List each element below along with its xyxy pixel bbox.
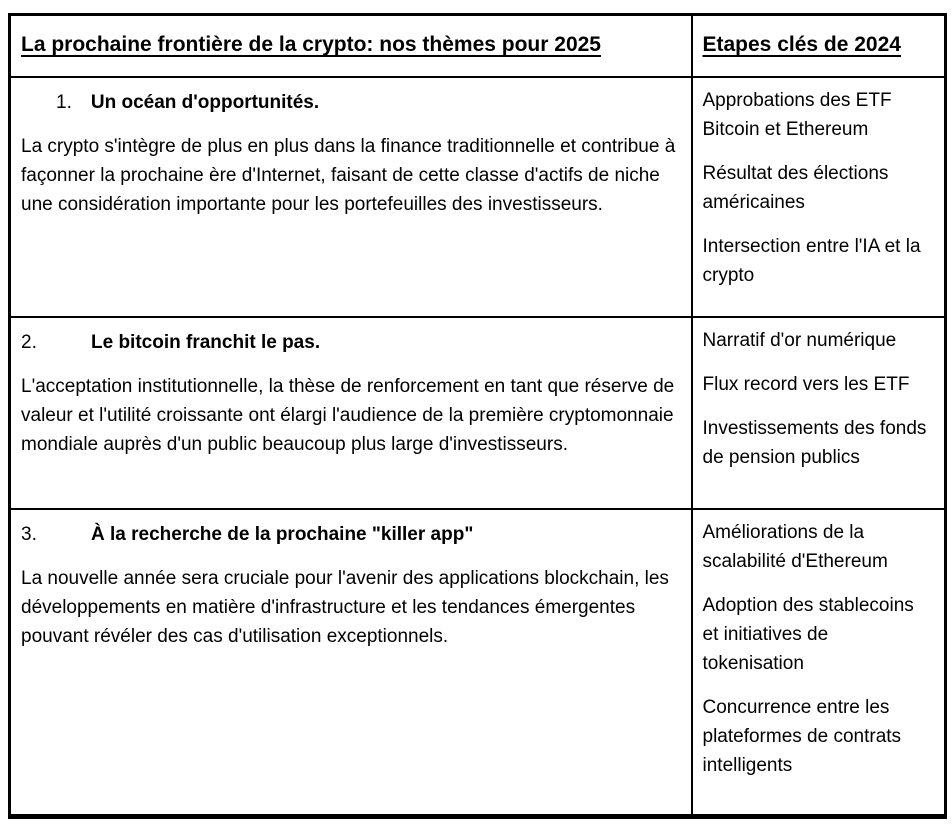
theme-number-3: 3. [21,524,37,545]
milestone-item: Adoption des stablecoins et initiatives de tokenisation [702,595,914,674]
milestone-item: Concurrence entre les plateformes de contrats intelligents [702,697,902,776]
milestone-item: Investissements des fonds de pension publics [702,418,927,468]
theme-row-1 [10,77,946,317]
theme-heading-1 [21,88,681,117]
theme-title-1: Un océan d'opportunités. [90,92,320,113]
theme-cell-2 [10,317,692,509]
milestone-item: Narratif d'or numérique [702,330,897,351]
header-cell-milestones [692,15,946,78]
theme-number-1: 1. [56,92,72,113]
table-header-row [10,15,946,78]
milestones-cell-1 [692,77,946,317]
theme-description-3: La nouvelle année sera cruciale pour l'avenir des applications blockchain, les développements en matière d'infrastructure et les tendances émergentes pouvant révéler des cas d'utilisation exceptionnels. [21,568,669,647]
crypto-themes-table [8,13,947,819]
theme-cell-3 [10,509,692,817]
milestones-column-title: Etapes clés de 2024 [702,33,901,56]
theme-row-2 [10,317,946,509]
theme-description-1: La crypto s'intègre de plus en plus dans la finance traditionnelle et contribue à façonner la prochaine ère d'Internet, faisant de cette classe d'actifs de niche une considération importante pour les portefeuilles des investisseurs. [21,136,676,215]
milestone-item: Résultat des élections américaines [702,163,889,213]
milestone-item: Améliorations de la scalabilité d'Ethereum [702,522,888,572]
theme-number-2: 2. [21,332,37,353]
milestone-item: Flux record vers les ETF [702,374,910,395]
theme-title-3: À la recherche de la prochaine "killer app" [91,524,474,545]
themes-column-title: La prochaine frontière de la crypto: nos thèmes pour 2025 [21,33,601,56]
milestones-cell-3 [692,509,946,817]
theme-heading-2 [21,328,681,357]
theme-title-2: Le bitcoin franchit le pas. [91,332,321,353]
theme-row-3 [10,509,946,817]
theme-heading-3 [21,520,681,549]
milestone-item: Intersection entre l'IA et la crypto [702,236,921,286]
header-cell-themes [10,15,692,78]
milestones-cell-2 [692,317,946,509]
theme-description-2: L'acceptation institutionnelle, la thèse de renforcement en tant que réserve de valeur et l'utilité croissante ont élargi l'audience de la première cryptomonnaie mondiale auprès d'un public beaucoup plus large d'investisseurs. [21,376,675,455]
milestone-item: Approbations des ETF Bitcoin et Ethereum [702,90,892,140]
theme-cell-1 [10,77,692,317]
